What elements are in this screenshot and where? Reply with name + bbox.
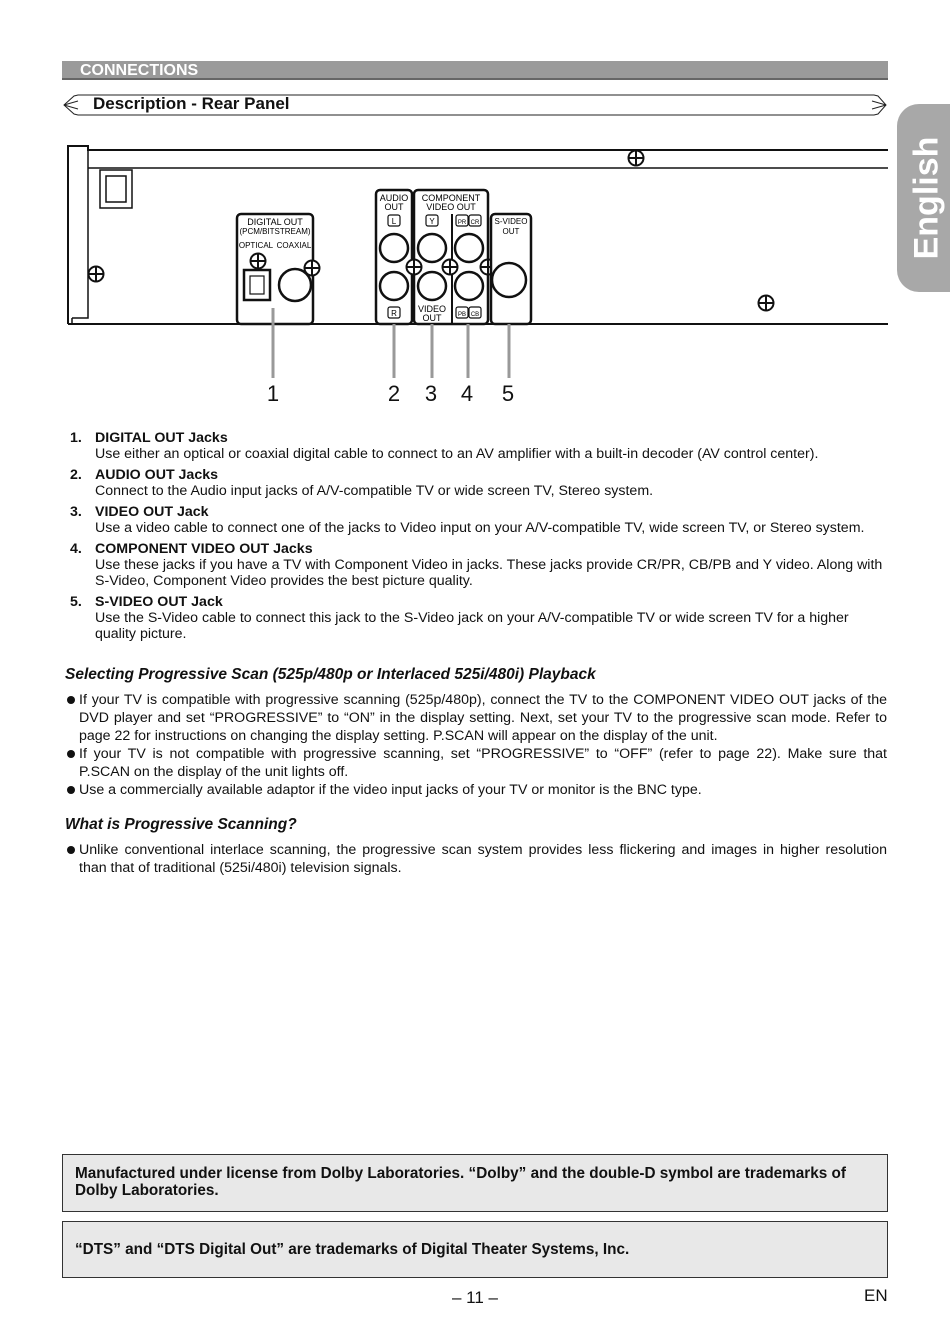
list-item-title: S-VIDEO OUT Jack bbox=[95, 594, 223, 610]
dts-notice-text: “DTS” and “DTS Digital Out” are trademarks of Digital Theater Systems, Inc. bbox=[75, 1241, 630, 1258]
callout-5: 5 bbox=[501, 381, 515, 406]
component-pb-jack bbox=[455, 272, 483, 300]
dolby-notice bbox=[62, 1154, 888, 1212]
list-item-number: 4. bbox=[70, 541, 82, 557]
list-item bbox=[70, 430, 890, 462]
audio-out-label-1: AUDIO bbox=[379, 193, 409, 203]
component-label-1: COMPONENT bbox=[421, 193, 481, 203]
progressive-bullet-list bbox=[65, 691, 887, 799]
list-item: Use a commercially available adaptor if the video input jacks of your TV or monitor is the BNC type. bbox=[65, 781, 887, 799]
list-item-title: DIGITAL OUT Jacks bbox=[95, 430, 228, 446]
svideo-label-1: S-VIDEO bbox=[494, 217, 528, 226]
audio-l-jack bbox=[380, 234, 408, 262]
jack-cb-label: CB bbox=[470, 312, 480, 318]
screw-icon bbox=[629, 151, 644, 166]
list-item bbox=[70, 594, 890, 642]
rear-panel-diagram bbox=[60, 138, 890, 388]
list-item bbox=[70, 504, 890, 536]
jack-pr-label: PR bbox=[457, 220, 467, 226]
jack-y-label: Y bbox=[429, 217, 435, 226]
svideo-jack bbox=[492, 263, 526, 297]
screw-icon bbox=[251, 254, 266, 269]
subheading-title: Description - Rear Panel bbox=[93, 94, 290, 113]
coaxial-label: COAXIAL bbox=[276, 241, 312, 250]
list-item: If your TV is compatible with progressive scanning (525p/480p), connect the TV to the COMPONENT VIDEO OUT jacks of the DVD player and set “PROGRESSIVE” to “ON” in the display setting. Next, set your TV to the progressive scan mode. Refer to page 22 for instructions on changing the display setting. P.SCAN will appear on the display of the unit. bbox=[65, 691, 887, 745]
list-item-number: 3. bbox=[70, 504, 82, 520]
digital-out-label-2: (PCM/BITSTREAM) bbox=[239, 227, 311, 236]
digital-out-block bbox=[237, 214, 313, 324]
list-item-number: 2. bbox=[70, 467, 82, 483]
audio-r-jack bbox=[380, 272, 408, 300]
svideo-label-2: OUT bbox=[502, 227, 520, 236]
list-item-number: 5. bbox=[70, 594, 82, 610]
subheading-frame bbox=[62, 92, 888, 118]
list-item-text: Use either an optical or coaxial digital cable to connect to an AV amplifier with a built-in decoder (AV control center). bbox=[95, 446, 819, 462]
section-header bbox=[62, 61, 888, 80]
list-item-title: COMPONENT VIDEO OUT Jacks bbox=[95, 541, 313, 557]
video-out-jack bbox=[418, 272, 446, 300]
svideo-out-block bbox=[491, 214, 531, 324]
list-item: If your TV is not compatible with progressive scanning, set “PROGRESSIVE” to “OFF” (refer to page 22). Make sure that P.SCAN on the display of the unit lights off. bbox=[65, 745, 887, 781]
list-item-text: Use a video cable to connect one of the jacks to Video input on your A/V-compatible TV, wide screen TV, or Stereo system. bbox=[95, 520, 865, 536]
callout-4: 4 bbox=[460, 381, 474, 406]
video-out-label-2: OUT bbox=[422, 313, 442, 323]
audio-out-label-2: OUT bbox=[384, 202, 404, 212]
jack-pb-label: PB bbox=[457, 312, 467, 318]
what-is-bullet-list bbox=[65, 841, 887, 877]
list-item-text: Use these jacks if you have a TV with Component Video in jacks. These jacks provide CR/PR, CB/PB and Y video. Along with S-Video, Component Video provides the best picture quality. bbox=[95, 557, 883, 589]
component-video-block bbox=[414, 190, 488, 324]
component-label-2: VIDEO OUT bbox=[426, 202, 476, 212]
digital-out-label-1: DIGITAL OUT bbox=[247, 217, 303, 227]
language-tab bbox=[897, 104, 950, 292]
component-y-jack bbox=[418, 234, 446, 262]
list-item: Unlike conventional interlace scanning, the progressive scan system provides less flickering and images in higher resolution than that of traditional (525i/480i) television signals. bbox=[65, 841, 887, 877]
callout-3: 3 bbox=[424, 381, 438, 406]
list-item-number: 1. bbox=[70, 430, 82, 446]
list-item-text: Connect to the Audio input jacks of A/V-compatible TV or wide screen TV, Stereo system. bbox=[95, 483, 654, 499]
callout-1: 1 bbox=[266, 381, 280, 406]
language-code: EN bbox=[864, 1286, 888, 1305]
callout-2: 2 bbox=[387, 381, 401, 406]
what-is-heading: What is Progressive Scanning? bbox=[65, 816, 297, 833]
component-pr-jack bbox=[455, 234, 483, 262]
page-number: – 11 – bbox=[451, 1288, 498, 1307]
dolby-notice-text: Manufactured under license from Dolby Laboratories. “Dolby” and the double-D symbol are trademarks of Dolby Laboratories. bbox=[75, 1165, 846, 1199]
list-item-title: VIDEO OUT Jack bbox=[95, 504, 209, 520]
video-out-label-1: VIDEO bbox=[417, 304, 447, 314]
list-item bbox=[70, 541, 890, 589]
jack-cr-label: CR bbox=[470, 220, 480, 226]
progressive-heading: Selecting Progressive Scan (525p/480p or Interlaced 525i/480i) Playback bbox=[65, 666, 596, 683]
dts-notice bbox=[62, 1221, 888, 1278]
jack-description-list bbox=[70, 430, 890, 647]
list-item-text: Use the S-Video cable to connect this jack to the S-Video jack on your A/V-compatible TV or wide screen TV for a higher quality picture. bbox=[95, 610, 849, 642]
screw-icon bbox=[407, 260, 422, 275]
screw-icon bbox=[89, 267, 104, 282]
screw-icon bbox=[443, 260, 458, 275]
jack-r-label: R bbox=[391, 309, 397, 318]
list-item bbox=[70, 467, 890, 499]
optical-label: OPTICAL bbox=[238, 241, 274, 250]
screw-icon bbox=[759, 296, 774, 311]
audio-out-block bbox=[376, 190, 412, 324]
section-title: CONNECTIONS bbox=[80, 62, 199, 79]
screw-icon bbox=[305, 261, 320, 276]
language-tab-label: English bbox=[907, 136, 946, 260]
jack-l-label: L bbox=[391, 217, 397, 226]
list-item-title: AUDIO OUT Jacks bbox=[95, 467, 218, 483]
